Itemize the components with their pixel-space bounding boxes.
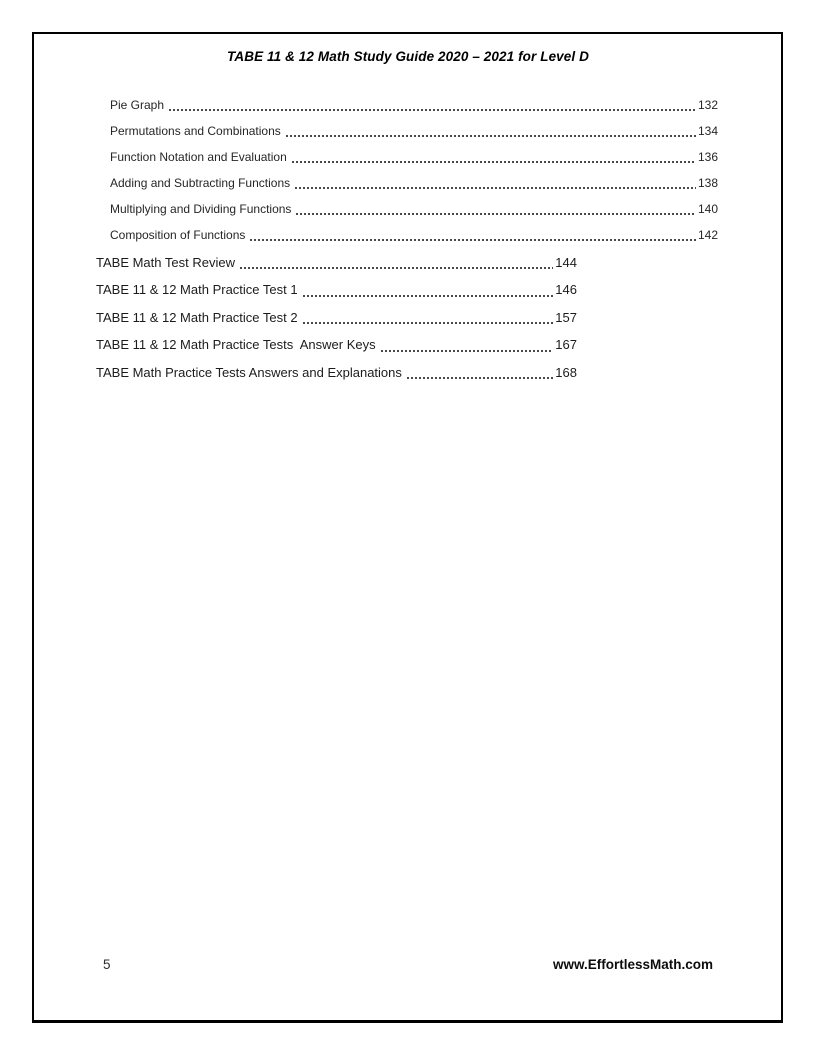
toc-entry-label: Pie Graph [110,98,165,112]
toc-entry[interactable] [96,276,577,303]
toc-entry-label: TABE Math Test Review [96,255,235,270]
dot-leader [294,170,696,196]
toc-page-number: 134 [697,124,718,138]
toc-page-number: 140 [697,202,718,216]
dot-leader [302,276,554,303]
toc-page-number: 138 [697,176,718,190]
dot-leader [168,92,696,118]
toc-page-number: 136 [697,150,718,164]
dot-leader [406,359,553,386]
toc-entry[interactable] [96,359,577,386]
dot-leader [295,196,696,222]
toc-entry-label: Composition of Functions [110,228,246,242]
dot-leader [239,249,553,276]
dot-leader [249,222,696,248]
toc-entry[interactable] [96,249,577,276]
toc-entry[interactable] [110,92,718,118]
toc-main-entries [96,249,577,386]
toc-entry-label: Permutations and Combinations [110,124,281,138]
toc-entry-label: TABE 11 & 12 Math Practice Test 1 [96,282,298,298]
toc-entry[interactable] [110,170,718,196]
toc-page-number: 144 [555,255,577,270]
toc-page-number: 142 [697,228,718,242]
document-title: TABE 11 & 12 Math Study Guide 2020 – 2021 for Level D [227,49,589,64]
toc-page-number: 167 [555,337,577,353]
toc-entry[interactable] [96,331,577,358]
dot-leader [380,331,554,358]
toc-page-number: 168 [555,364,577,380]
toc-page-number: 146 [555,282,577,298]
page-footer [103,957,713,972]
dot-leader [291,144,696,170]
toc-entry-label: TABE Math Practice Tests Answers and Explanations [96,364,402,380]
toc-page-number: 132 [697,98,718,112]
website-link[interactable]: www.EffortlessMath.com [552,957,713,972]
page-number: 5 [103,957,111,972]
toc-entry-label: Adding and Subtracting Functions [110,176,291,190]
toc-entry[interactable] [96,304,577,331]
toc-entry[interactable] [110,196,718,222]
toc-entry[interactable] [110,118,718,144]
dot-leader [302,304,554,331]
toc-entry-label: Function Notation and Evaluation [110,150,287,164]
dot-leader [285,118,696,144]
toc-entry-label: Multiplying and Dividing Functions [110,202,292,216]
toc-entry-label: TABE 11 & 12 Math Practice Tests Answer Keys [96,337,376,353]
toc-entry-label: TABE 11 & 12 Math Practice Test 2 [96,309,298,325]
toc-entry[interactable] [110,222,718,248]
toc-page-number: 157 [555,309,577,325]
toc-sub-entries [110,92,718,248]
toc-entry[interactable] [110,144,718,170]
